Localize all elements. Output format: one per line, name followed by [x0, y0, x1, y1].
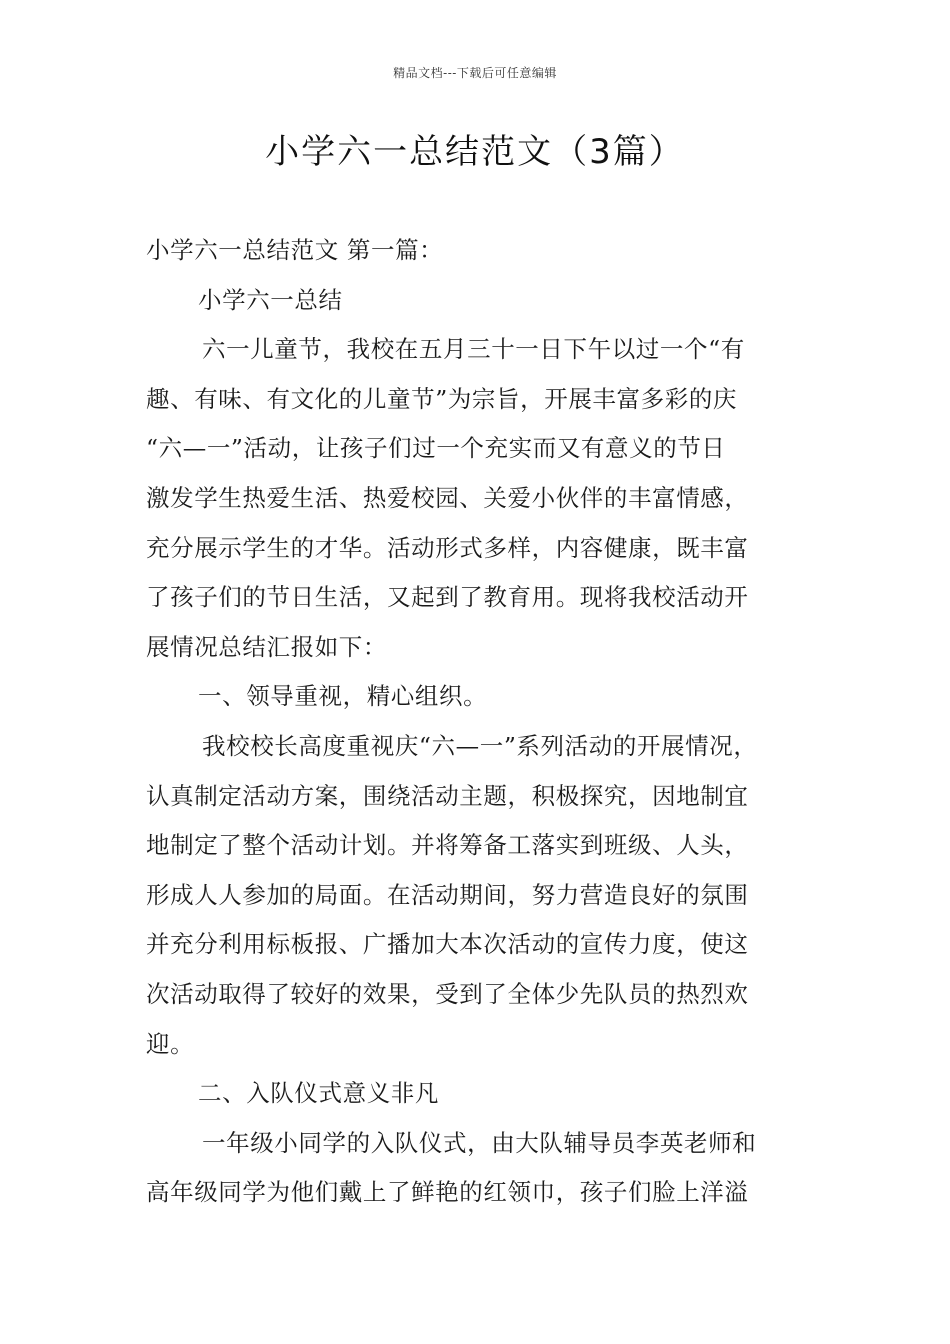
text-line: “六—一”活动，让孩子们过一个充实而又有意义的节日 — [146, 434, 726, 463]
text-line: 迎。 — [146, 1029, 195, 1058]
text-line: 了孩子们的节日生活，又起到了教育用。现将我校活动开 — [146, 583, 749, 612]
text-line: 激发学生热爱生活、热爱校园、关爱小伙伴的丰富情感， — [146, 483, 749, 512]
text-line: 展情况总结汇报如下： — [146, 632, 387, 661]
text-line: 我校校长高度重视庆“六—一”系列活动的开展情况， — [202, 731, 758, 760]
text-line: 二、入队仪式意义非凡 — [198, 1079, 439, 1108]
document-body — [146, 226, 816, 1218]
text-line: 小学六一总结范文 第一篇： — [146, 236, 444, 264]
text-line: 地制定了整个活动计划。并将筹备工落实到班级、人头， — [146, 831, 749, 860]
text-line: 一、领导重视，精心组织。 — [198, 682, 488, 711]
document-title: 小学六一总结范文（3篇） — [265, 132, 685, 172]
text-line: 趣、有味、有文化的儿童节”为宗旨，开展丰富多彩的庆 — [146, 384, 738, 413]
text-line: 六一儿童节，我校在五月三十一日下午以过一个“有 — [202, 335, 745, 364]
text-line: 并充分利用标板报、广播加大本次活动的宣传力度，使这 — [146, 930, 749, 959]
header-note: 精品文档---下载后可任意编辑 — [393, 66, 557, 80]
text-line: 形成人人参加的局面。在活动期间，努力营造良好的氛围 — [146, 880, 749, 909]
text-line: 认真制定活动方案，围绕活动主题，积极探究，因地制宜 — [146, 781, 749, 810]
text-line: 小学六一总结 — [198, 285, 343, 314]
text-line: 高年级同学为他们戴上了鲜艳的红领巾，孩子们脸上洋溢 — [146, 1178, 749, 1207]
text-line: 充分展示学生的才华。活动形式多样，内容健康，既丰富 — [146, 533, 749, 562]
text-line: 次活动取得了较好的效果，受到了全体少先队员的热烈欢 — [146, 979, 749, 1008]
text-line: 一年级小同学的入队仪式，由大队辅导员李英老师和 — [202, 1128, 757, 1157]
